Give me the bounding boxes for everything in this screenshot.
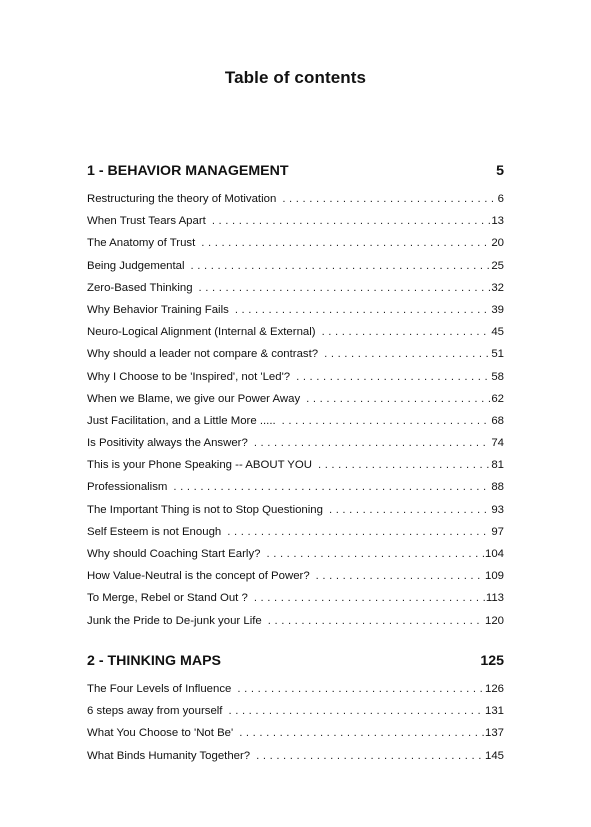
toc-entry-page-number: 39 [491, 303, 504, 316]
toc-entry-page-number: 6 [497, 193, 504, 205]
toc-entry[interactable] [87, 260, 504, 282]
section-heading: 1 - BEHAVIOR MANAGEMENT [87, 163, 289, 179]
toc-entry-page-number: 81 [491, 459, 504, 472]
dot-leader [329, 504, 490, 516]
toc-entry-page-number: 32 [491, 281, 504, 294]
toc-entry-title: Zero-Based Thinking [87, 281, 193, 294]
dot-leader [322, 326, 491, 338]
toc-entry[interactable] [87, 592, 504, 614]
section-heading-row[interactable] [87, 163, 504, 183]
toc-entry-title: Junk the Pride to De-junk your Life [87, 614, 262, 627]
toc-entry[interactable] [87, 548, 504, 570]
toc-entry-page-number: 58 [491, 370, 504, 383]
dot-leader [228, 705, 484, 717]
toc-entry[interactable] [87, 415, 504, 437]
toc-entry-page-number: 25 [491, 259, 504, 272]
toc-entry-title: What You Choose to 'Not Be' [87, 727, 234, 740]
dot-leader [296, 371, 490, 383]
toc-entry-page-number: 62 [491, 392, 504, 405]
toc-entry-page-number: 88 [491, 481, 504, 494]
toc-entry-title: To Merge, Rebel or Stand Out ? [87, 592, 248, 605]
section-heading-row[interactable] [87, 653, 504, 673]
section-page-number: 5 [496, 163, 504, 179]
toc-entry-page-number: 104 [484, 548, 504, 560]
section-page-number: 125 [480, 653, 504, 669]
toc-entry[interactable] [87, 193, 504, 215]
dot-leader [199, 282, 491, 294]
toc-entry-page-number: 51 [491, 348, 504, 361]
toc-entry[interactable] [87, 504, 504, 526]
toc-entry[interactable] [87, 215, 504, 237]
toc-entry-title: When Trust Tears Apart [87, 215, 206, 228]
toc-entry[interactable] [87, 348, 504, 370]
dot-leader [256, 750, 484, 762]
toc-entry-title: Being Judgemental [87, 259, 185, 272]
dot-leader [212, 215, 491, 227]
toc-entry-title: Why Behavior Training Fails [87, 303, 229, 316]
toc-entry-title: Just Facilitation, and a Little More ..... [87, 414, 276, 427]
dot-leader [227, 526, 490, 538]
toc-entry[interactable] [87, 326, 504, 348]
dot-leader [266, 548, 484, 560]
dot-leader [306, 393, 490, 405]
toc-entry[interactable] [87, 570, 504, 592]
toc-entry-title: Professionalism [87, 481, 168, 494]
toc-entry-title: Why should a leader not compare & contrast? [87, 348, 319, 361]
dot-leader [201, 237, 490, 249]
toc-entry-title: The Anatomy of Trust [87, 237, 196, 250]
page-title: Table of contents [224, 68, 367, 87]
dot-leader [237, 683, 484, 695]
toc-entry-page-number: 97 [491, 525, 504, 538]
toc-entry-page-number: 68 [491, 414, 504, 427]
toc-entry-page-number: 93 [491, 503, 504, 516]
dot-leader [268, 615, 484, 627]
toc-entry[interactable] [87, 481, 504, 503]
toc-entry[interactable] [87, 683, 504, 705]
dot-leader [282, 415, 491, 427]
dot-leader [254, 592, 485, 604]
section-heading: 2 - THINKING MAPS [87, 653, 221, 669]
toc-entry[interactable] [87, 304, 504, 326]
toc-entry[interactable] [87, 459, 504, 481]
dot-leader [282, 193, 496, 205]
toc-entry[interactable] [87, 526, 504, 548]
toc-entry[interactable] [87, 237, 504, 259]
toc-entry-title: When we Blame, we give our Power Away [87, 392, 301, 405]
toc-entry[interactable] [87, 750, 504, 772]
toc-entry-page-number: 145 [484, 749, 504, 762]
toc-entry-list [87, 193, 504, 637]
toc-entry-page-number: 74 [491, 437, 504, 450]
toc-entry-title: Why should Coaching Start Early? [87, 548, 261, 560]
toc-entry[interactable] [87, 615, 504, 637]
toc-entry-page-number: 13 [491, 215, 504, 228]
dot-leader [254, 437, 491, 449]
toc-entry-page-number: 131 [484, 705, 504, 718]
dot-leader [235, 304, 491, 316]
toc-entry-title: How Value-Neutral is the concept of Power? [87, 570, 310, 583]
toc-entry-title: What Binds Humanity Together? [87, 749, 251, 762]
toc-entry-title: Neuro-Logical Alignment (Internal & External) [87, 326, 316, 339]
toc-entry-title: 6 steps away from yourself [87, 705, 223, 718]
toc-entry-page-number: 20 [491, 237, 504, 250]
toc-entry[interactable] [87, 282, 504, 304]
toc-section-thinking-maps [87, 653, 504, 772]
toc-entry-title: The Four Levels of Influence [87, 683, 232, 695]
toc-entry-title: This is your Phone Speaking -- ABOUT YOU [87, 459, 312, 472]
toc-entry-page-number: 137 [484, 727, 504, 740]
dot-leader [316, 570, 484, 582]
toc-entry-title: Self Esteem is not Enough [87, 525, 222, 538]
dot-leader [191, 260, 491, 272]
toc-entry-title: Is Positivity always the Answer? [87, 437, 248, 450]
dot-leader [324, 348, 490, 360]
toc-entry-page-number: 45 [491, 326, 504, 339]
dot-leader [318, 459, 490, 471]
toc-entry-page-number: 109 [484, 570, 504, 583]
toc-section-behavior-management [87, 163, 504, 637]
toc-entry-list [87, 683, 504, 772]
toc-entry-page-number: 120 [484, 614, 504, 627]
toc-entry[interactable] [87, 705, 504, 727]
toc-entry[interactable] [87, 727, 504, 749]
toc-entry-title: Restructuring the theory of Motivation [87, 193, 277, 205]
toc-entry-page-number: 126 [484, 683, 504, 695]
dot-leader [239, 727, 484, 739]
toc-entry[interactable] [87, 371, 504, 393]
dot-leader [173, 481, 490, 493]
toc-entry[interactable] [87, 393, 504, 415]
toc-entry-page-number: 113 [485, 592, 504, 605]
toc-entry-title: The Important Thing is not to Stop Questioning [87, 503, 323, 516]
toc-entry-title: Why I Choose to be 'Inspired', not 'Led'? [87, 370, 291, 383]
toc-entry[interactable] [87, 437, 504, 459]
